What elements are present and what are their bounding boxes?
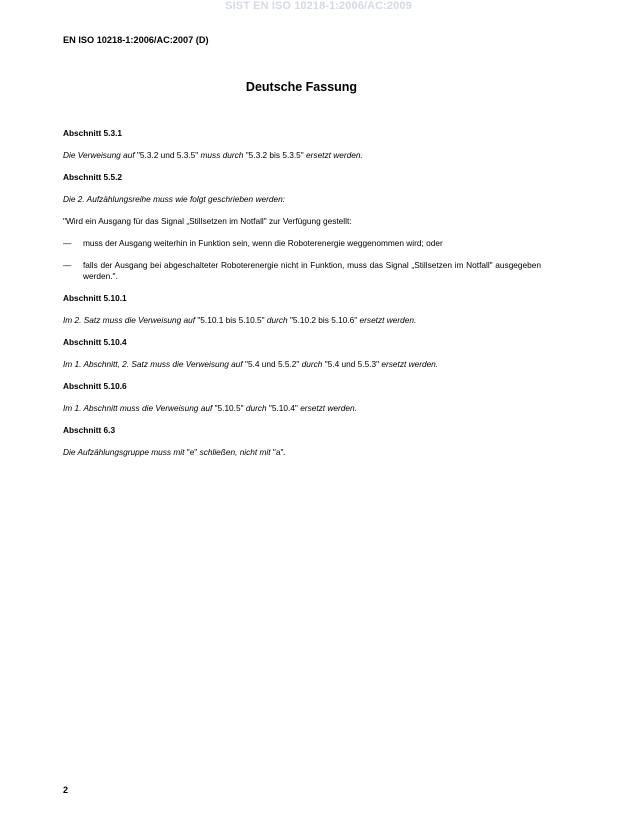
- text-fragment: "e": [186, 447, 198, 457]
- section-heading-6-3: Abschnitt 6.3: [63, 425, 116, 435]
- text-fragment: "5.10.2 bis 5.10.6": [289, 315, 358, 325]
- section-heading-5-10-1: Abschnitt 5.10.1: [63, 293, 127, 303]
- text-fragment: "5.4 und 5.5.2": [245, 359, 300, 369]
- section-5-5-2-intro: Die 2. Aufzählungsreihe muss wie folgt geschrieben werden:: [63, 194, 285, 204]
- text-fragment: ersetzt werden.: [303, 150, 363, 160]
- text-fragment: muss durch: [198, 150, 246, 160]
- section-5-3-1-text: [63, 150, 541, 161]
- text-fragment: .: [283, 447, 286, 457]
- document-body: [63, 128, 541, 469]
- section-heading-5-10-6: Abschnitt 5.10.6: [63, 381, 127, 391]
- dash-bullet: —: [63, 260, 72, 270]
- text-fragment: Die Verweisung auf: [63, 150, 137, 160]
- text-fragment: "5.3.2 bis 5.3.5": [245, 150, 304, 160]
- section-heading-5-5-2: Abschnitt 5.5.2: [63, 172, 123, 182]
- list-item: [63, 260, 541, 282]
- text-fragment: durch: [264, 315, 290, 325]
- page-number: 2: [63, 785, 69, 795]
- text-fragment: ersetzt werden.: [379, 359, 439, 369]
- section-heading-5-10-4: Abschnitt 5.10.4: [63, 337, 127, 347]
- text-fragment: "5.10.5": [214, 403, 244, 413]
- text-fragment: Im 1. Abschnitt muss die Verweisung auf: [63, 403, 215, 413]
- text-fragment: durch: [243, 403, 269, 413]
- text-fragment: "5.10.4": [268, 403, 298, 413]
- text-fragment: "5.3.2 und 5.3.5": [136, 150, 199, 160]
- text-fragment: Die Aufzählungsgruppe muss mit: [63, 447, 187, 457]
- section-5-5-2-quote: "Wird ein Ausgang für das Signal „Stillsetzen im Notfall" zur Verfügung gestellt:: [63, 216, 352, 226]
- text-fragment: durch: [299, 359, 325, 369]
- list-item-text: falls der Ausgang bei abgeschalteter Roboterenergie nicht in Funktion, muss das Signal „Stillsetzen im Notfall" ausgegeben werden.".: [83, 260, 541, 281]
- section-5-10-4-text: [63, 359, 541, 370]
- section-heading-5-3-1: Abschnitt 5.3.1: [63, 128, 123, 138]
- page-title: Deutsche Fassung: [245, 80, 358, 94]
- text-fragment: Im 1. Abschnitt, 2. Satz muss die Verweisung auf: [63, 359, 246, 369]
- dash-bullet: —: [63, 238, 72, 248]
- section-5-10-1-text: [63, 315, 541, 326]
- list-item-text: muss der Ausgang weiterhin in Funktion sein, wenn die Roboterenergie weggenommen wird; oder: [83, 238, 443, 248]
- text-fragment: schließen, nicht mit: [197, 447, 273, 457]
- text-fragment: ersetzt werden.: [297, 403, 357, 413]
- text-fragment: Im 2. Satz muss die Verweisung auf: [63, 315, 198, 325]
- text-fragment: "a": [272, 447, 284, 457]
- text-fragment: "5.4 und 5.5.3": [324, 359, 380, 369]
- watermark: SIST EN ISO 10218-1:2006/AC:2009: [225, 0, 412, 12]
- document-identifier: EN ISO 10218-1:2006/AC:2007 (D): [63, 35, 209, 45]
- text-fragment: "5.10.1 bis 5.10.5": [197, 315, 265, 325]
- section-6-3-text: [63, 447, 541, 458]
- section-5-10-6-text: [63, 403, 541, 414]
- list-item: [63, 238, 541, 249]
- text-fragment: ersetzt werden.: [357, 315, 417, 325]
